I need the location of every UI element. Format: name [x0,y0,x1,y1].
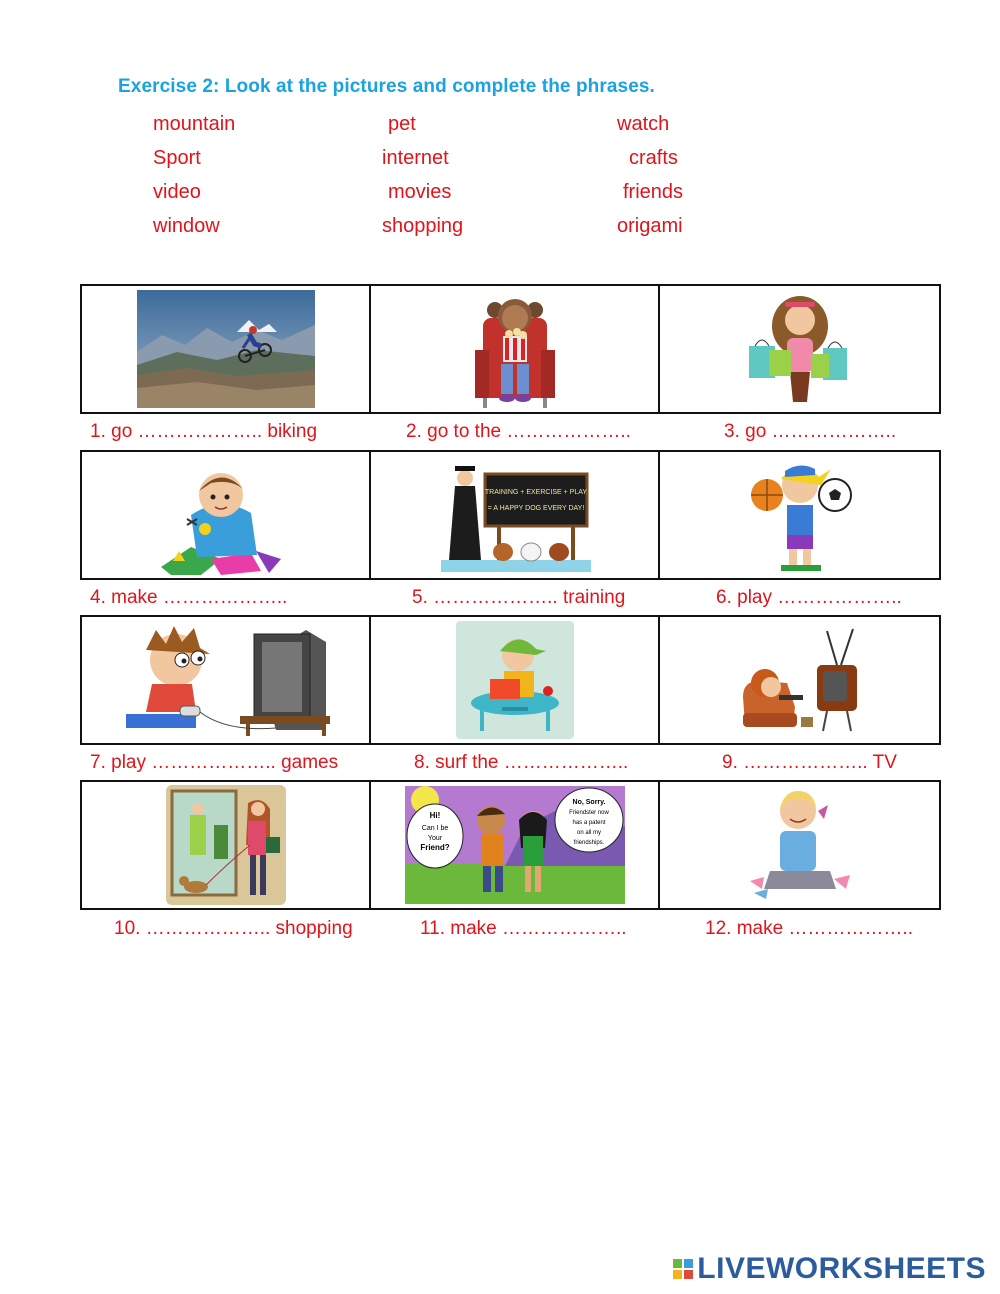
word-bank-item: mountain [153,113,236,135]
word-bank-item: window [153,215,220,237]
left-bubble-line-2: Can I be [421,825,448,832]
chalkboard-line-2: = A HAPPY DOG EVERY DAY! [487,505,584,512]
picture-cell [82,452,369,578]
word-bank-item: video [153,181,201,203]
boy-making-crafts-picture [161,455,291,575]
word-bank-item: friends [623,181,684,203]
boy-doing-origami-picture [740,785,860,905]
phrase-1: 1. go ……………….. biking [90,421,318,442]
left-bubble-line-4: Friend? [419,843,450,852]
girl-shopping-picture [735,290,865,408]
word-bank-item: crafts [629,147,678,169]
kids-making-friends-comic [405,786,625,904]
logo-text: LIVEWORKSHEETS [697,1252,986,1285]
phrase-4: 4. make ……………….. [90,587,288,608]
phrase-10: 10. ……………….. shopping [114,918,353,939]
word-bank-item: movies [388,181,452,203]
phrase-2: 2. go to the ……………….. [406,421,631,442]
picture-cell [369,452,658,578]
exercise-title: Exercise 2: Look at the pictures and complete the phrases. [118,76,655,97]
picture-row-2 [80,450,941,580]
picture-cell [369,286,658,412]
picture-cell [369,617,658,743]
phrase-5: 5. ……………….. training [412,587,626,608]
boy-on-laptop-picture [456,621,574,739]
picture-cell [658,617,939,743]
girl-at-movies-picture [465,288,565,410]
dog-training-picture [435,456,595,574]
kid-playing-sports-picture [745,455,855,575]
picture-cell [658,286,939,412]
phrase-7: 7. play ……………….. games [90,752,339,773]
right-bubble-line-1: No, Sorry. [572,799,605,806]
picture-cell [658,452,939,578]
chalkboard-line-1: TRAINING + EXERCISE + PLAY [484,489,587,496]
right-bubble-line-3: has a patent [571,820,606,826]
picture-cell [369,782,658,908]
kid-watching-tv-picture [735,621,865,739]
left-bubble-line-1: Hi! [429,811,440,820]
picture-cell [82,782,369,908]
word-bank-item: internet [382,147,449,169]
picture-row-1 [80,284,941,414]
woman-window-shopping-picture [166,785,286,905]
phrase-6: 6. play ……………….. [716,587,902,608]
logo-blocks-icon [673,1259,693,1279]
picture-cell [82,286,369,412]
picture-cell [82,617,369,743]
picture-row-3 [80,615,941,745]
boy-playing-video-games-picture [116,620,336,740]
word-bank-item: pet [388,113,416,135]
phrase-8: 8. surf the ……………….. [414,752,629,773]
picture-cell [658,782,939,908]
phrase-11: 11. make ……………….. [420,918,627,939]
right-bubble-line-2: Friendster now [568,810,609,816]
liveworksheets-logo [673,1252,986,1286]
left-bubble-line-3: Your [427,835,442,842]
right-bubble-line-4: on all my [576,830,601,836]
word-bank-item: Sport [153,147,201,169]
word-bank-item: origami [617,215,683,237]
word-bank-item: watch [617,113,670,135]
phrase-9: 9. ……………….. TV [722,752,897,773]
phrase-12: 12. make ……………….. [705,918,913,939]
phrase-3: 3. go ……………….. [724,421,897,442]
picture-row-4 [80,780,941,910]
word-bank-item: shopping [382,215,464,237]
mountain-biking-picture [137,290,315,408]
right-bubble-line-5: friendships. [573,840,604,846]
